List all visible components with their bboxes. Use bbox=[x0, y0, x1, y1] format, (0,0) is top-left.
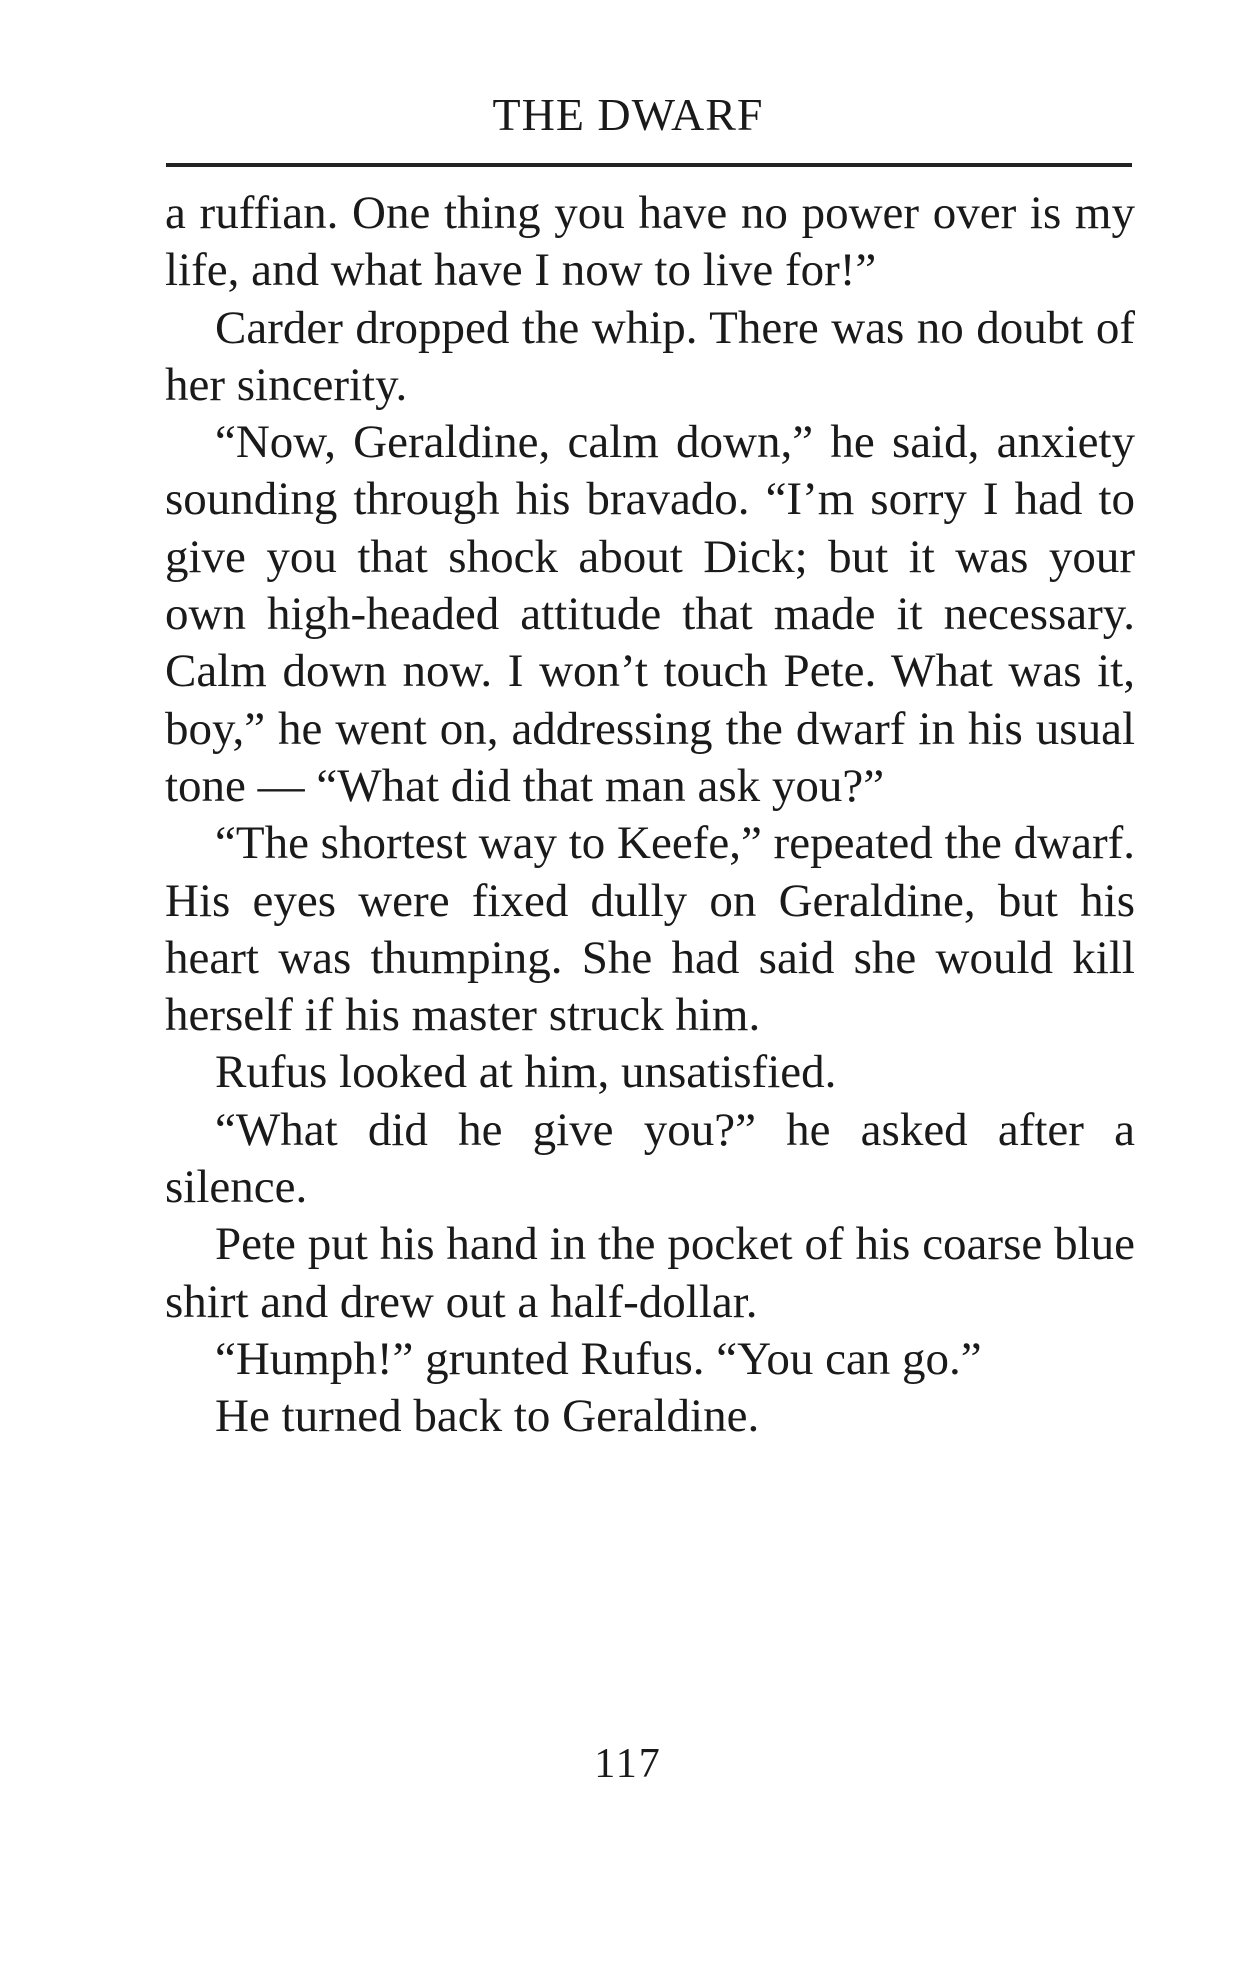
paragraph: “The shortest way to Keefe,” repeated the dwarf. His eyes were fixed dully on Geraldine, but his heart was thumping. She had said she would kill herself if his master struck him. bbox=[165, 817, 1135, 1042]
paragraph: He turned back to Geraldine. bbox=[215, 1390, 760, 1443]
body-text bbox=[165, 185, 1135, 1446]
paragraph: “What did he give you?” he asked after a silence. bbox=[165, 1103, 1135, 1214]
page-number: 117 bbox=[594, 1741, 662, 1787]
paragraph: Rufus looked at him, unsatisfied. bbox=[215, 1046, 837, 1099]
running-head: THE DWARF bbox=[492, 89, 764, 140]
paragraph: a ruffian. One thing you have no power over is my life, and what have I now to live for!” bbox=[165, 187, 1135, 297]
paragraph: Carder dropped the whip. There was no doubt of her sincerity. bbox=[165, 301, 1135, 411]
header-rule bbox=[166, 163, 1132, 167]
paragraph: Pete put his hand in the pocket of his coarse blue shirt and drew out a half-dollar. bbox=[165, 1218, 1135, 1328]
paragraph: “Humph!” grunted Rufus. “You can go.” bbox=[215, 1332, 982, 1385]
paragraph: “Now, Geraldine, calm down,” he said, anxiety sounding through his bravado. “I’m sorry I had to give you that shock about Dick; but it was your own high-headed attitude that made it necessary. Calm down now. I won’t touch Pete. What was it, boy,” he went on, addressing the dwarf in his usual tone — “What did that man ask you?” bbox=[165, 416, 1135, 812]
